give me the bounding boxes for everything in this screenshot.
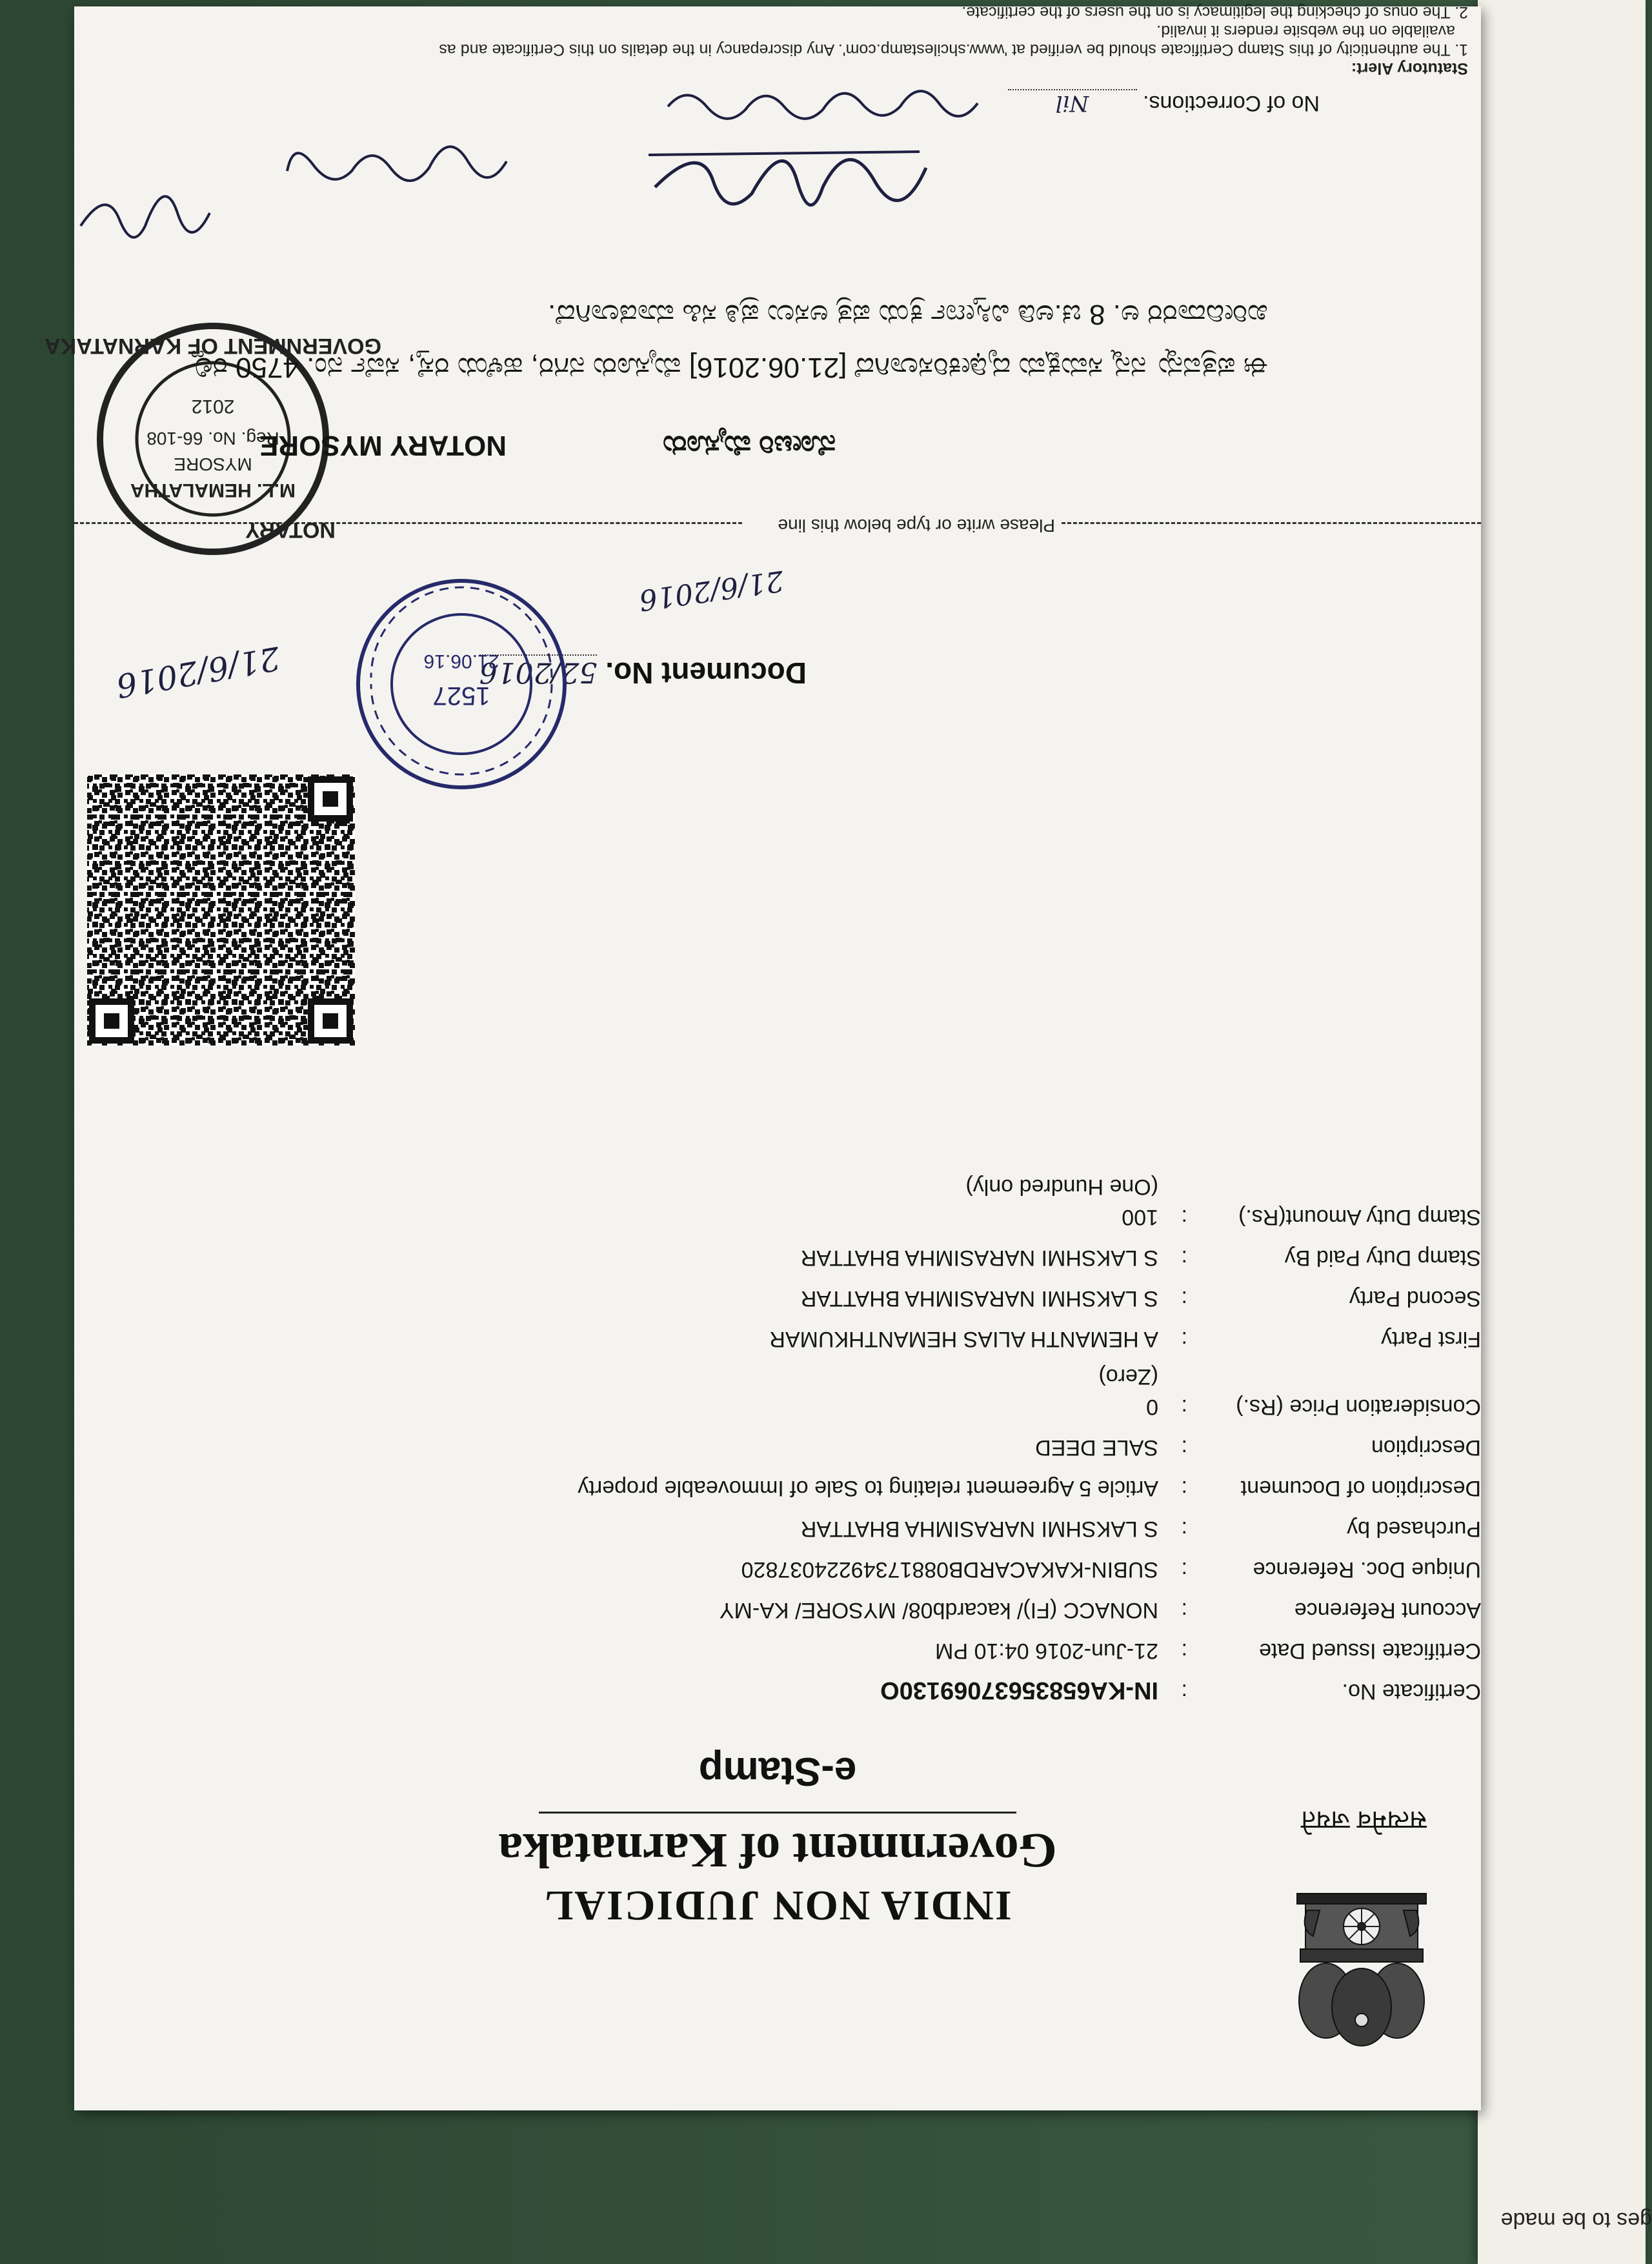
stamp-duty-paid-by-value: S LAKSHMI NARASIMHA BHATTAR <box>800 1246 1158 1270</box>
notary-seal-name: M.L. HEMALATHA <box>130 480 296 501</box>
statutory-alert-line3: 2. The onus of checking the legitimacy is on the users of the certificate. <box>962 3 1468 21</box>
corrections-line <box>1008 89 1320 116</box>
row-separator: : <box>1181 1435 1187 1460</box>
corrections-value: Nil <box>1008 89 1137 116</box>
stamp-duty-paid-by-label: Stamp Duty Paid By <box>1284 1246 1481 1270</box>
notary-heading-kannada: ನೋಟರಿ ಮೈಸೂರು <box>662 430 836 461</box>
row-separator: : <box>1181 1557 1187 1582</box>
row-separator: : <box>1181 1517 1187 1541</box>
stamp-duty-amount-value: 100 <box>1122 1205 1158 1229</box>
consideration-price-words: (Zero) <box>1098 1364 1158 1389</box>
qr-code-icon <box>87 774 355 1046</box>
certificate-details <box>74 994 1481 1704</box>
row-separator: : <box>1181 1639 1187 1663</box>
second-party-value: S LAKSHMI NARASIMHA BHATTAR <box>800 1286 1158 1311</box>
estamp-paper <box>45 3 1481 2110</box>
description-value: SALE DEED <box>1035 1435 1158 1460</box>
certificate-number-value: IN-KA65835637069130O <box>880 1677 1158 1704</box>
party-signature-2 <box>74 181 216 265</box>
document-number-label: Document No. <box>605 656 807 690</box>
notary-seal-year: 2012 <box>191 396 235 417</box>
row-separator: : <box>1181 1598 1187 1622</box>
statutory-alert-line1: 1. The authenticity of this Stamp Certificate should be verified at 'www.shcilestamp.com'. Any discrepancy in the details on this Certificate and as <box>439 41 1468 59</box>
document-title: INDIA NON JUDICIAL <box>543 1882 1012 1929</box>
notary-heading-english: NOTARY MYSORE <box>259 430 507 461</box>
row-separator: : <box>1181 1679 1187 1704</box>
row-separator: : <box>1181 1395 1187 1419</box>
first-party-value: A HEMANTH ALIAS HEMANTHKUMAR <box>769 1327 1158 1351</box>
vendor-seal-icon <box>345 568 578 800</box>
estamp-content-upright <box>45 3 1481 2110</box>
purchased-by-label: Purchased by <box>1347 1517 1481 1541</box>
vendor-seal-date: 21.06.16 <box>423 651 499 672</box>
notary-signature <box>636 136 932 239</box>
row-separator: : <box>1181 1286 1187 1311</box>
issued-date-value: 21-Jun-2016 04:10 PM <box>935 1639 1158 1663</box>
notary-endorsement-text: ಈ ಪತ್ರವನ್ನು ನನ್ನ ಸಮಕ್ಷಮ ದೃಢೀಕರಿಸಲಾಗಿದೆ [21.06.2016] ಮೈಸೂರು ನಗರ, ಹಳೆಯ ರಸ್ತೆ, ಸರ್ವೆ ನಂ. 4750 ರಲ್ಲಿ ಖರೀದಿದಾರರ ಅ. 8 ಚ.ಅಡಿ ವಿಸ್ತೀರ್ಣ ಕ್ರಯ ಪತ್ರ ಅಸಲು ಪ್ರತಿ ಸಹಿ ಮಾಡಲಾಗಿದೆ. <box>191 299 1268 383</box>
estamp-subtitle: e-Stamp <box>698 1749 857 1794</box>
statutory-alert-line2: available on the website renders it invalid. <box>1156 22 1455 40</box>
certificate-number-label: Certificate No. <box>1342 1679 1481 1704</box>
vendor-seal-number: 1527 <box>432 682 490 710</box>
notary-seal-side-text: NOTARY <box>245 518 336 542</box>
title-rule <box>539 1812 1016 1814</box>
document-number-value: 52/2016 <box>479 656 598 689</box>
dashed-rule-left <box>1062 522 1481 524</box>
adjacent-page <box>1478 0 1652 2264</box>
row-separator: : <box>1181 1246 1187 1270</box>
description-of-document-value: Article 5 Agreement relating to Sale of Immoveable property <box>578 1476 1158 1501</box>
unique-doc-reference-label: Unique Doc. Reference <box>1253 1557 1481 1582</box>
government-title: Government of Karnataka <box>498 1823 1057 1877</box>
account-reference-label: Account Reference <box>1294 1598 1481 1622</box>
row-separator: : <box>1181 1327 1187 1351</box>
party-signature-3 <box>649 77 984 142</box>
row-separator: : <box>1181 1476 1187 1501</box>
purchased-by-value: S LAKSHMI NARASIMHA BHATTAR <box>800 1517 1158 1541</box>
ashoka-emblem-icon <box>1287 1846 1436 2046</box>
party-signature-1 <box>268 129 513 207</box>
corrections-label: No of Corrections. <box>1143 91 1320 116</box>
second-party-label: Second Party <box>1349 1286 1481 1311</box>
notary-seal-place: MYSORE <box>174 454 252 474</box>
statutory-alert <box>203 3 1468 77</box>
adjacent-page-text: ges to be made <box>1500 2208 1652 2232</box>
account-reference-value: NONACC (FI)/ kacardb08/ MYSORE/ KA-MY <box>719 1598 1158 1622</box>
row-separator: : <box>1181 1205 1187 1229</box>
stamp-duty-amount-words: (One Hundred only) <box>965 1175 1158 1199</box>
handwritten-date-2: 21/6/2016 <box>113 639 283 705</box>
consideration-price-value: 0 <box>1146 1395 1158 1419</box>
emblem-motto: सत्यमेव जयते <box>1301 1806 1427 1834</box>
statutory-alert-heading: Statutory Alert: <box>1351 59 1468 77</box>
first-party-label: First Party <box>1381 1327 1481 1351</box>
stamp-duty-amount-label: Stamp Duty Amount(Rs.) <box>1238 1205 1481 1229</box>
consideration-price-label: Consideration Price (Rs.) <box>1236 1395 1481 1419</box>
notary-seal-reg: Reg. No. 66-108 <box>146 429 279 449</box>
description-of-document-label: Description of Document <box>1240 1476 1481 1501</box>
issued-date-label: Certificate Issued Date <box>1259 1639 1481 1663</box>
handwritten-date-1: 21/6/2016 <box>636 563 786 617</box>
write-below-note: Please write or type below this line <box>778 516 1055 536</box>
notary-seal-outer-text: GOVERNMENT OF KARNATAKA <box>45 334 381 358</box>
description-label: Description <box>1371 1435 1481 1460</box>
unique-doc-reference-value: SUBIN-KAKACARDB08817349224037820 <box>741 1557 1158 1582</box>
